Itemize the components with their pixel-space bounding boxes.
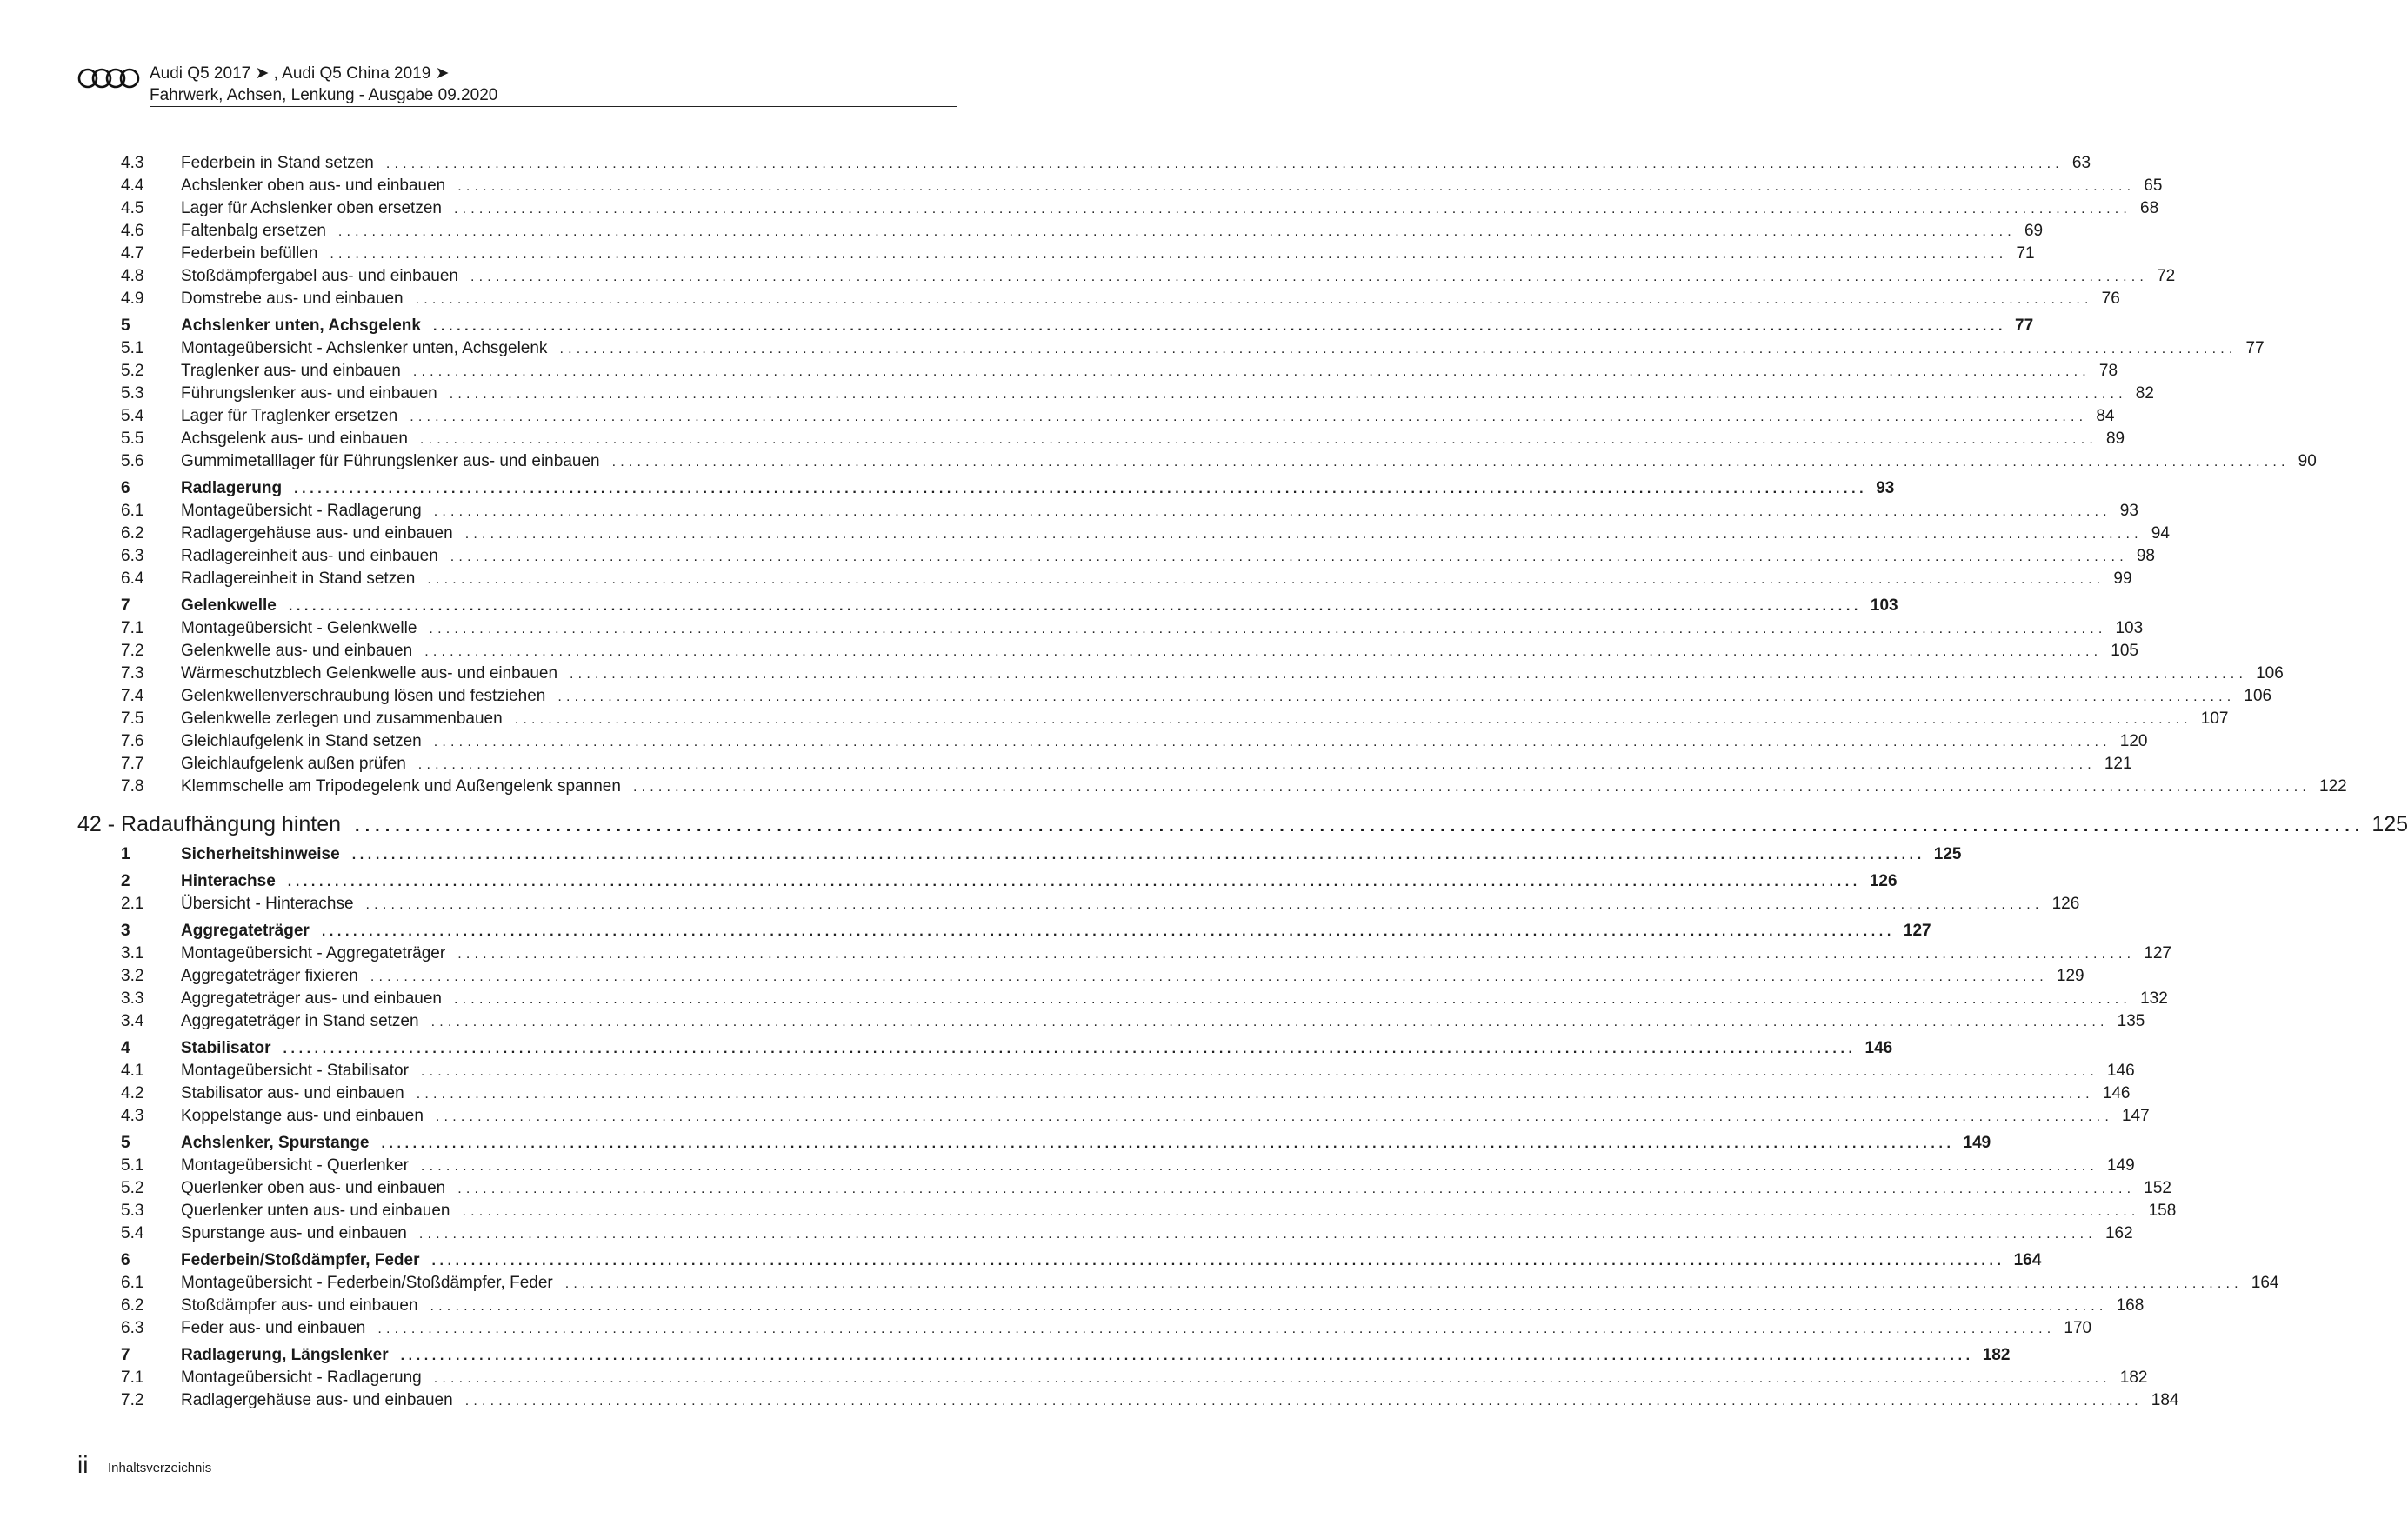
entry-label: Querlenker unten aus- und einbauen	[181, 1202, 463, 1221]
entry-label: Spurstange aus- und einbauen	[181, 1224, 419, 1243]
dot-leader: ........................................................................................................................................................................................................	[559, 342, 2238, 356]
entry-number: 6	[121, 1251, 130, 1269]
toc-subsection-entry[interactable]	[77, 709, 2229, 732]
entry-label: Montageübersicht - Aggregateträger	[181, 944, 457, 963]
entry-number: 1	[121, 845, 130, 863]
entry-page: 146	[2094, 1084, 2131, 1103]
entry-label: Achslenker, Spurstange	[181, 1134, 381, 1153]
toc-subsection-entry[interactable]	[77, 755, 2132, 777]
entry-label: Faltenbalg ersetzen	[181, 222, 338, 241]
dot-leader: ........................................................................................................................................................................................................	[430, 1299, 2108, 1314]
entry-label: Radlagerung, Längslenker	[181, 1346, 401, 1365]
entry-page: 63	[2064, 154, 2091, 173]
entry-number: 6.4	[121, 569, 144, 588]
toc-section-entry[interactable]	[77, 316, 2034, 339]
entry-page: 149	[2098, 1156, 2135, 1175]
toc-subsection-entry[interactable]	[77, 777, 2347, 800]
toc-subsection-entry[interactable]	[77, 244, 2035, 267]
entry-number: 4.3	[121, 1107, 144, 1125]
dot-leader: ........................................................................................................................................................................................................	[433, 1371, 2111, 1386]
dot-leader: ........................................................................................................................................................................................................	[514, 712, 2192, 727]
entry-number: 5	[121, 1134, 130, 1152]
dot-leader: ........................................................................................................................................................................................................	[431, 1254, 2005, 1269]
dot-leader: ........................................................................................................................................................................................................	[351, 848, 1925, 862]
dot-leader: ........................................................................................................................................................................................................	[321, 924, 1895, 939]
entry-page: 164	[2243, 1274, 2279, 1293]
toc-subsection-entry[interactable]	[77, 1319, 2092, 1342]
toc-subsection-entry[interactable]	[77, 362, 2118, 384]
toc-subsection-entry[interactable]	[77, 384, 2154, 407]
toc-subsection-entry[interactable]	[77, 895, 2080, 917]
entry-label: Traglenker aus- und einbauen	[181, 362, 413, 381]
entry-number: 5.6	[121, 452, 144, 470]
entry-label: Stoßdämpfergabel aus- und einbauen	[181, 267, 470, 286]
toc-section-rear	[77, 845, 2279, 1414]
audi-rings-logo	[77, 67, 140, 90]
dot-leader: ........................................................................................................................................................................................................	[457, 1182, 2136, 1196]
toc-section-entry[interactable]	[77, 1346, 2011, 1369]
toc-chapter-heading[interactable]	[77, 812, 2408, 843]
toc-subsection-entry[interactable]	[77, 1202, 2177, 1224]
toc-subsection-entry[interactable]	[77, 452, 2317, 475]
entry-label: Übersicht - Hinterachse	[181, 895, 366, 914]
dot-leader: ........................................................................................................................................................................................................	[564, 1276, 2243, 1291]
entry-label: Aggregateträger	[181, 922, 322, 941]
entry-label: Lager für Traglenker ersetzen	[181, 407, 410, 426]
toc-subsection-entry[interactable]	[77, 547, 2155, 569]
dot-leader: ........................................................................................................................................................................................................	[377, 1322, 2056, 1336]
entry-number: 4.6	[121, 222, 144, 240]
entry-label: Achslenker oben aus- und einbauen	[181, 176, 457, 196]
entry-label: Montageübersicht - Radlagerung	[181, 502, 434, 521]
entry-page: 149	[1955, 1134, 1991, 1153]
entry-number: 7.3	[121, 664, 144, 683]
entry-label: Gleichlaufgelenk in Stand setzen	[181, 732, 434, 751]
entry-number: 4.1	[121, 1062, 144, 1080]
entry-page: 106	[2235, 687, 2271, 706]
dot-leader: ........................................................................................................................................................................................................	[470, 270, 2149, 284]
entry-label: Aggregateträger fixieren	[181, 967, 370, 986]
entry-label: Radlagergehäuse aus- und einbauen	[181, 1391, 465, 1410]
dot-leader: ........................................................................................................................................................................................................	[433, 735, 2111, 749]
entry-page: 84	[2087, 407, 2114, 426]
entry-page: 107	[2192, 709, 2229, 729]
footer-title: Inhaltsverzeichnis	[108, 1461, 212, 1475]
entry-label: Montageübersicht - Querlenker	[181, 1156, 421, 1175]
entry-page: 93	[2111, 502, 2138, 521]
entry-page: 99	[2104, 569, 2131, 589]
toc-subsection-entry[interactable]	[77, 687, 2272, 709]
entry-number: 7	[121, 596, 130, 615]
entry-number: 4.5	[121, 199, 144, 217]
toc-subsection-entry[interactable]	[77, 1179, 2171, 1202]
entry-label: Montageübersicht - Radlagerung	[181, 1369, 434, 1388]
entry-label: Hinterachse	[181, 872, 288, 891]
dot-leader: ........................................................................................................................................................................................................	[288, 599, 1862, 614]
entry-number: 6.1	[121, 502, 144, 520]
entry-label: Stoßdämpfer aus- und einbauen	[181, 1296, 430, 1315]
dot-leader: ........................................................................................................................................................................................................	[418, 1227, 2097, 1242]
entry-page: 146	[2098, 1062, 2135, 1081]
dot-leader: ........................................................................................................................................................................................................	[416, 1087, 2094, 1102]
entry-number: 5.3	[121, 1202, 144, 1220]
dot-leader: ........................................................................................................................................................................................................	[453, 202, 2132, 216]
toc-subsection-entry[interactable]	[77, 407, 2115, 430]
entry-page: 93	[1867, 479, 1894, 498]
entry-number: 5.1	[121, 1156, 144, 1175]
toc-subsection-entry[interactable]	[77, 430, 2125, 452]
entry-number: 4.9	[121, 290, 144, 308]
entry-number: 4.3	[121, 154, 144, 172]
entry-label: Aggregateträger aus- und einbauen	[181, 989, 454, 1009]
toc-subsection-entry[interactable]	[77, 1224, 2133, 1247]
entry-label: Achslenker unten, Achsgelenk	[181, 316, 433, 336]
entry-number: 4.2	[121, 1084, 144, 1102]
toc-subsection-entry[interactable]	[77, 664, 2284, 687]
entry-number: 3.3	[121, 989, 144, 1008]
entry-label: Montageübersicht - Stabilisator	[181, 1062, 421, 1081]
toc-section-entry[interactable]	[77, 479, 1895, 502]
entry-label: Montageübersicht - Federbein/Stoßdämpfer, Feder	[181, 1274, 565, 1293]
dot-leader: ........................................................................................................................................................................................................	[464, 527, 2143, 542]
dot-leader: ........................................................................................................................................................................................................	[294, 482, 1868, 496]
entry-label: Radlagereinheit in Stand setzen	[181, 569, 427, 589]
dot-leader: ........................................................................................................................................................................................................	[450, 549, 2128, 564]
entry-label: Gelenkwelle zerlegen und zusammenbauen	[181, 709, 515, 729]
dot-leader: ........................................................................................................................................................................................................	[415, 292, 2093, 307]
toc-subsection-entry[interactable]	[77, 339, 2265, 362]
entry-page: 164	[2005, 1251, 2042, 1270]
toc-section-entry[interactable]	[77, 1134, 1991, 1156]
entry-label: Stabilisator aus- und einbauen	[181, 1084, 417, 1103]
entry-label: Federbein befüllen	[181, 244, 330, 263]
entry-number: 5.1	[121, 339, 144, 357]
toc-subsection-entry[interactable]	[77, 1062, 2135, 1084]
entry-page: 146	[1857, 1039, 1893, 1058]
toc-subsection-entry[interactable]	[77, 524, 2170, 547]
dot-leader: ........................................................................................................................................................................................................	[420, 1159, 2098, 1174]
entry-page: 125	[1925, 845, 1962, 864]
toc-subsection-entry[interactable]	[77, 1391, 2179, 1414]
entry-label: Federbein in Stand setzen	[181, 154, 386, 173]
entry-page: 126	[1861, 872, 1898, 891]
entry-page: 105	[2102, 642, 2138, 661]
dot-leader: ........................................................................................................................................................................................................	[462, 1204, 2140, 1219]
toc-subsection-entry[interactable]	[77, 944, 2171, 967]
entry-number: 6.3	[121, 547, 144, 565]
entry-number: 5.4	[121, 1224, 144, 1242]
entry-page: 94	[2143, 524, 2170, 543]
entry-page: 76	[2093, 290, 2120, 309]
entry-page: 162	[2097, 1224, 2133, 1243]
toc-section-entry[interactable]	[77, 922, 1931, 944]
toc-subsection-entry[interactable]	[77, 642, 2138, 664]
toc-subsection-entry[interactable]	[77, 1012, 2145, 1035]
entry-number: 3.1	[121, 944, 144, 962]
entry-label: Montageübersicht - Achslenker unten, Achsgelenk	[181, 339, 559, 358]
dot-leader: ........................................................................................................................................................................................................	[432, 319, 2006, 334]
entry-page: 77	[2238, 339, 2265, 358]
toc-section-front	[77, 154, 2347, 800]
entry-page: 168	[2108, 1296, 2145, 1315]
entry-page: 135	[2109, 1012, 2145, 1031]
dot-leader: ........................................................................................................................................................................................................	[435, 1109, 2113, 1124]
dot-leader: ........................................................................................................................................................................................................	[457, 179, 2136, 194]
entry-label: Gummimetalllager für Führungslenker aus- und einbauen	[181, 452, 612, 471]
entry-label: Radlagereinheit aus- und einbauen	[181, 547, 450, 566]
toc-subsection-entry[interactable]	[77, 1107, 2150, 1129]
entry-label: Führungslenker aus- und einbauen	[181, 384, 450, 403]
entry-page: 120	[2111, 732, 2148, 751]
dot-leader: ........................................................................................................................................................................................................	[427, 572, 2105, 587]
dot-leader: ........................................................................................................................................................................................................	[457, 947, 2136, 962]
dot-leader: ........................................................................................................................................................................................................	[632, 780, 2311, 795]
entry-number: 7	[121, 1346, 130, 1364]
toc-subsection-entry[interactable]	[77, 619, 2144, 642]
entry-page: 182	[2111, 1369, 2148, 1388]
entry-number: 5.4	[121, 407, 144, 425]
entry-label: Achsgelenk aus- und einbauen	[181, 430, 420, 449]
toc-subsection-entry[interactable]	[77, 1296, 2145, 1319]
dot-leader: ........................................................................................................................................................................................................	[370, 969, 2048, 984]
dot-leader: ........................................................................................................................................................................................................	[337, 224, 2016, 239]
dot-leader: ........................................................................................................................................................................................................	[287, 875, 1861, 889]
chapter-label: 42 - Radaufhängung hinten	[77, 812, 342, 836]
entry-label: Lager für Achslenker oben ersetzen	[181, 199, 454, 218]
entry-page: 132	[2131, 989, 2168, 1009]
entry-page: 69	[2016, 222, 2043, 241]
entry-label: Klemmschelle am Tripodegelenk und Außengelenk spannen	[181, 777, 633, 796]
entry-label: Querlenker oben aus- und einbauen	[181, 1179, 457, 1198]
toc-subsection-entry[interactable]	[77, 176, 2163, 199]
dot-leader: ........................................................................................................................................................................................................	[570, 667, 2248, 682]
entry-number: 3	[121, 922, 130, 940]
entry-page: 127	[2135, 944, 2171, 963]
toc-subsection-entry[interactable]	[77, 1156, 2135, 1179]
toc-subsection-entry[interactable]	[77, 989, 2168, 1012]
entry-page: 103	[2106, 619, 2143, 638]
dot-leader: ........................................................................................................................................................................................................	[417, 757, 2096, 772]
dot-leader: ........................................................................................................................................................................................................	[419, 432, 2098, 447]
entry-number: 6	[121, 479, 130, 497]
toc-section-entry[interactable]	[77, 596, 1898, 619]
toc-subsection-entry[interactable]	[77, 569, 2132, 592]
entry-number: 4.4	[121, 176, 144, 195]
chapter-page: 125	[2371, 812, 2408, 836]
entry-page: 122	[2311, 777, 2347, 796]
dot-leader: ........................................................................................................................................................................................................	[400, 1349, 1974, 1363]
toc-subsection-entry[interactable]	[77, 290, 2120, 312]
toc-subsection-entry[interactable]	[77, 732, 2148, 755]
entry-label: Sicherheitshinweise	[181, 845, 352, 864]
entry-number: 7.1	[121, 619, 144, 637]
dot-leader: ........................................................................................................................................................................................................	[429, 622, 2107, 636]
header-manual-title: Fahrwerk, Achsen, Lenkung - Ausgabe 09.2020	[150, 86, 498, 104]
entry-page: 89	[2098, 430, 2125, 449]
entry-page: 147	[2113, 1107, 2150, 1126]
entry-label: Aggregateträger in Stand setzen	[181, 1012, 431, 1031]
dot-leader: ........................................................................................................................................................................................................	[424, 644, 2103, 659]
dot-leader: ........................................................................................................................................................................................................	[449, 387, 2127, 402]
toc-subsection-entry[interactable]	[77, 1084, 2131, 1107]
entry-number: 7.1	[121, 1369, 144, 1387]
entry-label: Stabilisator	[181, 1039, 283, 1058]
entry-page: 82	[2127, 384, 2154, 403]
entry-number: 3.2	[121, 967, 144, 985]
entry-number: 5.3	[121, 384, 144, 403]
entry-number: 6.1	[121, 1274, 144, 1292]
toc-subsection-entry[interactable]	[77, 154, 2091, 176]
entry-page: 77	[2006, 316, 2033, 336]
entry-page: 129	[2048, 967, 2084, 986]
entry-number: 4.8	[121, 267, 144, 285]
entry-label: Feder aus- und einbauen	[181, 1319, 377, 1338]
entry-page: 106	[2247, 664, 2284, 683]
dot-leader: ........................................................................................................................................................................................................	[430, 1015, 2109, 1029]
toc-section-entry[interactable]	[77, 1039, 1893, 1062]
toc-subsection-entry[interactable]	[77, 502, 2138, 524]
entry-page: 158	[2140, 1202, 2177, 1221]
toc-subsection-entry[interactable]	[77, 1369, 2148, 1391]
entry-page: 103	[1862, 596, 1898, 616]
entry-page: 68	[2131, 199, 2158, 218]
entry-number: 5	[121, 316, 130, 335]
dot-leader: ........................................................................................................................................................................................................	[454, 992, 2132, 1007]
entry-page: 78	[2091, 362, 2118, 381]
entry-label: Federbein/Stoßdämpfer, Feder	[181, 1251, 432, 1270]
entry-page: 152	[2135, 1179, 2171, 1198]
dot-leader: ........................................................................................................................................................................................................	[330, 247, 2008, 262]
entry-label: Wärmeschutzblech Gelenkwelle aus- und einbauen	[181, 664, 570, 683]
entry-number: 6.3	[121, 1319, 144, 1337]
toc-subsection-entry[interactable]	[77, 1274, 2279, 1296]
entry-label: Radlagerung	[181, 479, 294, 498]
entry-number: 7.7	[121, 755, 144, 773]
entry-page: 182	[1974, 1346, 2011, 1365]
entry-number: 3.4	[121, 1012, 144, 1030]
entry-label: Gelenkwelle	[181, 596, 289, 616]
entry-label: Montageübersicht - Gelenkwelle	[181, 619, 429, 638]
toc-section-entry[interactable]	[77, 845, 1962, 868]
dot-leader: ........................................................................................................................................................................................................	[385, 156, 2064, 171]
entry-number: 4.7	[121, 244, 144, 263]
dot-leader: ........................................................................................................................................................................................................	[355, 816, 2365, 836]
entry-label: Gleichlaufgelenk außen prüfen	[181, 755, 418, 774]
entry-number: 5.5	[121, 430, 144, 448]
dot-leader: ........................................................................................................................................................................................................	[433, 504, 2111, 519]
entry-label: Gelenkwellenverschraubung lösen und festziehen	[181, 687, 557, 706]
table-of-contents	[77, 154, 2408, 1414]
header-divider	[150, 106, 957, 107]
dot-leader: ........................................................................................................................................................................................................	[365, 897, 2044, 912]
entry-page: 71	[2007, 244, 2034, 263]
entry-page: 98	[2128, 547, 2155, 566]
dot-leader: ........................................................................................................................................................................................................	[420, 1064, 2098, 1079]
entry-number: 5.2	[121, 362, 144, 380]
entry-number: 5.2	[121, 1179, 144, 1197]
footer-page-number: ii	[77, 1451, 89, 1478]
dot-leader: ........................................................................................................................................................................................................	[381, 1136, 1955, 1151]
entry-page: 170	[2055, 1319, 2091, 1338]
toc-subsection-entry[interactable]	[77, 222, 2044, 244]
toc-section-entry[interactable]	[77, 872, 1898, 895]
entry-page: 72	[2148, 267, 2175, 286]
entry-number: 7.5	[121, 709, 144, 728]
dot-leader: ........................................................................................................................................................................................................	[283, 1042, 1857, 1056]
dot-leader: ........................................................................................................................................................................................................	[611, 455, 2290, 469]
dot-leader: ........................................................................................................................................................................................................	[557, 689, 2236, 704]
toc-subsection-entry[interactable]	[77, 199, 2159, 222]
entry-page: 126	[2044, 895, 2080, 914]
entry-label: Gelenkwelle aus- und einbauen	[181, 642, 424, 661]
toc-subsection-entry[interactable]	[77, 967, 2084, 989]
entry-page: 121	[2096, 755, 2132, 774]
entry-number: 4	[121, 1039, 130, 1057]
entry-number: 2.1	[121, 895, 144, 913]
entry-page: 90	[2290, 452, 2317, 471]
dot-leader: ........................................................................................................................................................................................................	[464, 1394, 2143, 1408]
entry-number: 7.4	[121, 687, 144, 705]
entry-number: 7.2	[121, 1391, 144, 1409]
page-header	[77, 62, 957, 107]
dot-leader: ........................................................................................................................................................................................................	[412, 364, 2091, 379]
header-vehicle-title: Audi Q5 2017 ➤ , Audi Q5 China 2019 ➤	[150, 64, 450, 83]
toc-section-entry[interactable]	[77, 1251, 2042, 1274]
entry-number: 6.2	[121, 1296, 144, 1315]
entry-label: Radlagergehäuse aus- und einbauen	[181, 524, 465, 543]
toc-subsection-entry[interactable]	[77, 267, 2176, 290]
entry-number: 7.2	[121, 642, 144, 660]
entry-page: 127	[1895, 922, 1931, 941]
entry-number: 7.8	[121, 777, 144, 796]
entry-page: 65	[2135, 176, 2162, 196]
entry-label: Domstrebe aus- und einbauen	[181, 290, 416, 309]
entry-number: 6.2	[121, 524, 144, 543]
entry-label: Koppelstange aus- und einbauen	[181, 1107, 436, 1126]
entry-number: 2	[121, 872, 130, 890]
dot-leader: ........................................................................................................................................................................................................	[410, 410, 2088, 424]
entry-number: 7.6	[121, 732, 144, 750]
entry-page: 184	[2143, 1391, 2179, 1410]
